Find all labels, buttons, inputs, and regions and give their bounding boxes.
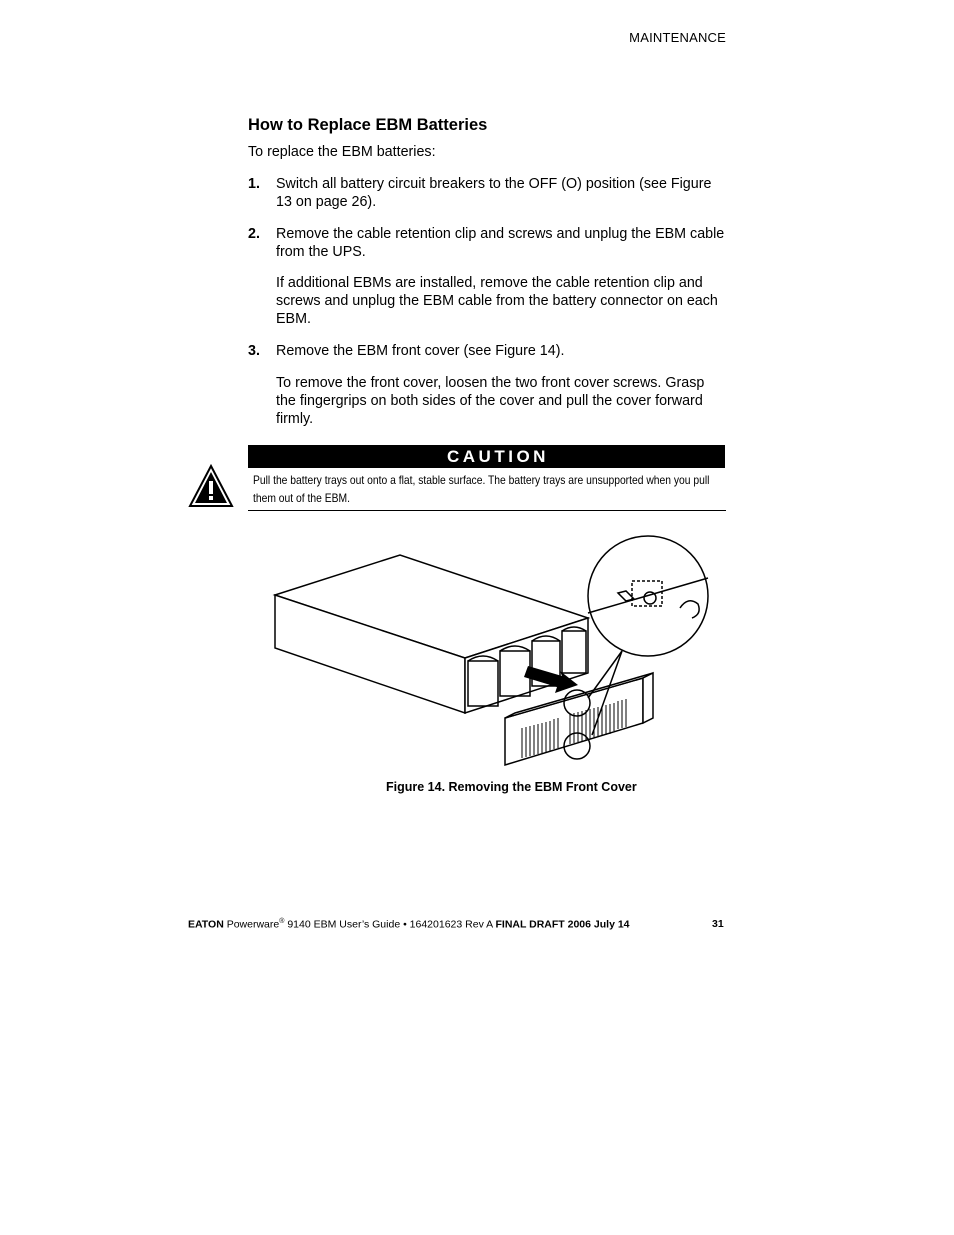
step-number: 1. bbox=[248, 176, 260, 192]
ebm-front-cover-illustration bbox=[270, 533, 720, 773]
step-text: Remove the cable retention clip and screws and unplug the EBM cable from the UPS. bbox=[276, 226, 725, 260]
section-title: How to Replace EBM Batteries bbox=[248, 116, 488, 134]
footer-draft: FINAL DRAFT 2006 July 14 bbox=[495, 918, 630, 931]
figure-caption: Figure 14. Removing the EBM Front Cover bbox=[386, 780, 637, 794]
step-note: If additional EBMs are installed, remove the cable retention clip and screws and unplug the EBM cable from the battery connector on each EBM. bbox=[276, 275, 718, 327]
step-number: 2. bbox=[248, 226, 260, 242]
footer-brand: EATON bbox=[188, 918, 224, 931]
running-head: MAINTENANCE bbox=[629, 30, 726, 45]
warning-triangle-icon bbox=[188, 464, 234, 508]
caution-divider bbox=[248, 510, 726, 511]
step-text: Switch all battery circuit breakers to the OFF (O) position (see Figure 13 on page 26). bbox=[276, 176, 712, 210]
step-text: Remove the EBM front cover (see Figure 14). bbox=[276, 343, 565, 359]
intro-text: To replace the EBM batteries: bbox=[248, 144, 436, 160]
footer-guide-info: 9140 EBM User’s Guide • 164201623 Rev A bbox=[284, 918, 496, 931]
caution-text: Pull the battery trays out onto a flat, stable surface. The battery trays are unsupported when you pull them out of the EBM. bbox=[253, 473, 710, 505]
caution-heading bbox=[248, 445, 725, 468]
caution-heading-label: CAUTION bbox=[447, 447, 549, 466]
page-number: 31 bbox=[712, 918, 724, 930]
step-number: 3. bbox=[248, 343, 260, 359]
footer-registered-mark: ® bbox=[279, 918, 285, 925]
step-note: To remove the front cover, loosen the two front cover screws. Grasp the fingergrips on both sides of the cover and pull the cover forward firmly. bbox=[276, 375, 705, 427]
footer-product: Powerware bbox=[226, 918, 280, 931]
page-footer bbox=[188, 918, 630, 931]
